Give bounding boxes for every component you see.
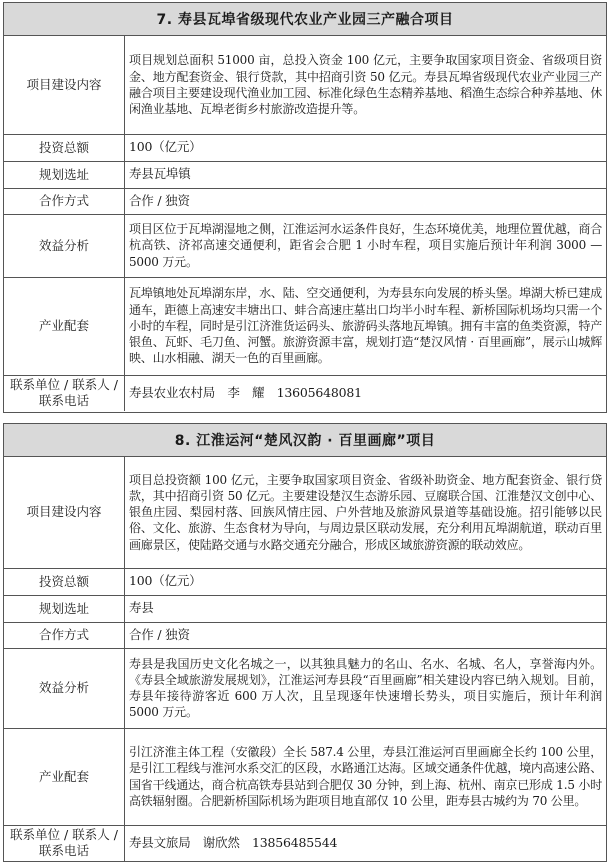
- table-row: [4, 375, 606, 411]
- table-row: [4, 728, 606, 825]
- table-row: [4, 622, 606, 648]
- row-label: 投资总额: [4, 134, 125, 161]
- row-label: 投资总额: [4, 568, 125, 595]
- project-title: 7. 寿县瓦埠省级现代农业产业园三产融合项目: [4, 3, 606, 36]
- row-value: 合作 / 独资: [125, 622, 607, 648]
- row-value: 瓦埠镇地处瓦埠湖东岸，水、陆、空交通便利，为寿县东向发展的桥头堡。埠湖大桥已建成通车，距德上高速安丰塘出口、蚌合高速庄墓出口均半小时车程、新桥国际机场均只需一个小时的车程，同时是引江济淮货运码头、旅游码头落地瓦埠镇。拥有丰富的鱼类资源，特产银鱼、瓦虾、毛刀鱼、河蟹。旅游资源丰富，规划打造“楚汉风情 · 百里画廊”，展示山城辉映、山水相融、湖天一色的百里画廊。: [125, 277, 607, 375]
- table-row: [4, 648, 606, 728]
- row-value: 寿县是我国历史文化名城之一，以其独具魅力的名山、名水、名城、名人，享誉海内外。《寿县全域旅游发展规划》，江淮运河寿县段“百里画廊”相关建设内容已纳入规划。目前，寿县年接待游客近 600 万人次，且呈现逐年快速增长势头，项目实施后，预计年利润 5000 万元。: [125, 648, 607, 728]
- row-value: 100（亿元）: [125, 134, 607, 161]
- row-label: 效益分析: [4, 648, 125, 728]
- row-value: 项目总投资额 100 亿元，主要争取国家项目资金、省级补助资金、地方配套资金、银行贷款，其中招商引资 50 亿元。主要建设楚汉生态游乐园、豆腐联合国、江淮楚汉文创中心、银鱼庄园、梨园村落、回族风情庄园、户外营地及旅游风景道等基础设施。招引能够以民俗、文化、旅游、生态食材为导向，与周边景区联动发展，充分利用瓦埠湖航道，联动百里画廊景区，使陆路交通与水路交通充分融合，形成区域旅游资源的联动效应。: [125, 457, 607, 568]
- project-card: [3, 2, 607, 413]
- table-row: [4, 595, 606, 622]
- row-value: 项目规划总面积 51000 亩，总投入资金 100 亿元，主要争取国家项目资金、省级项目资金、地方配套资金、银行贷款，其中招商引资 50 亿元。寿县瓦埠省级现代农业产业园三产融合项目主要建设现代渔业加工园、标准化绿色生态精养基地、稻渔生态综合种养基地、休闲渔业基地、瓦埠老街乡村旅游改造提升等。: [125, 36, 607, 134]
- row-value: 寿县文旅局 谢欣然 13856485544: [125, 825, 607, 861]
- project-table: [4, 457, 606, 861]
- table-row: [4, 188, 606, 214]
- row-label: 联系单位 / 联系人 / 联系电话: [4, 375, 125, 411]
- table-row: [4, 568, 606, 595]
- row-value: 寿县: [125, 595, 607, 622]
- table-row: [4, 134, 606, 161]
- table-row: [4, 457, 606, 568]
- row-value: 项目区位于瓦埠湖湿地之侧，江淮运河水运条件良好，生态环境优美，地理位置优越，商合杭高铁、济祁高速交通便利，距省会合肥 1 小时车程，项目实施后预计年利润 3000 — 5000 万元。: [125, 214, 607, 277]
- row-value: 合作 / 独资: [125, 188, 607, 214]
- row-value: 寿县瓦埠镇: [125, 161, 607, 188]
- row-value: 寿县农业农村局 李 耀 13605648081: [125, 375, 607, 411]
- project-table: [4, 36, 606, 411]
- project-title: 8. 江淮运河“楚风汉韵 · 百里画廊”项目: [4, 424, 606, 457]
- row-label: 效益分析: [4, 214, 125, 277]
- row-label: 产业配套: [4, 277, 125, 375]
- row-value: 100（亿元）: [125, 568, 607, 595]
- table-row: [4, 277, 606, 375]
- project-card: [3, 423, 607, 862]
- row-label: 合作方式: [4, 622, 125, 648]
- row-label: 合作方式: [4, 188, 125, 214]
- row-value: 引江济淮主体工程（安徽段）全长 587.4 公里，寿县江淮运河百里画廊全长约 100 公里，是引江工程线与淮河水系交汇的区段，水路通江达海。区域交通条件优越，境内高速公路、国省干线通达，商合杭高铁寿县站到合肥仅 30 分钟，到上海、杭州、南京已形成 1.5 小时高铁辐射圈。合肥新桥国际机场为距项目地直部仅 10 公里，距寿县古城约为 70 公里。: [125, 728, 607, 825]
- table-row: [4, 214, 606, 277]
- table-row: [4, 161, 606, 188]
- row-label: 规划选址: [4, 161, 125, 188]
- row-label: 产业配套: [4, 728, 125, 825]
- table-row: [4, 36, 606, 134]
- row-label: 联系单位 / 联系人 / 联系电话: [4, 825, 125, 861]
- row-label: 规划选址: [4, 595, 125, 622]
- row-label: 项目建设内容: [4, 36, 125, 134]
- table-row: [4, 825, 606, 861]
- row-label: 项目建设内容: [4, 457, 125, 568]
